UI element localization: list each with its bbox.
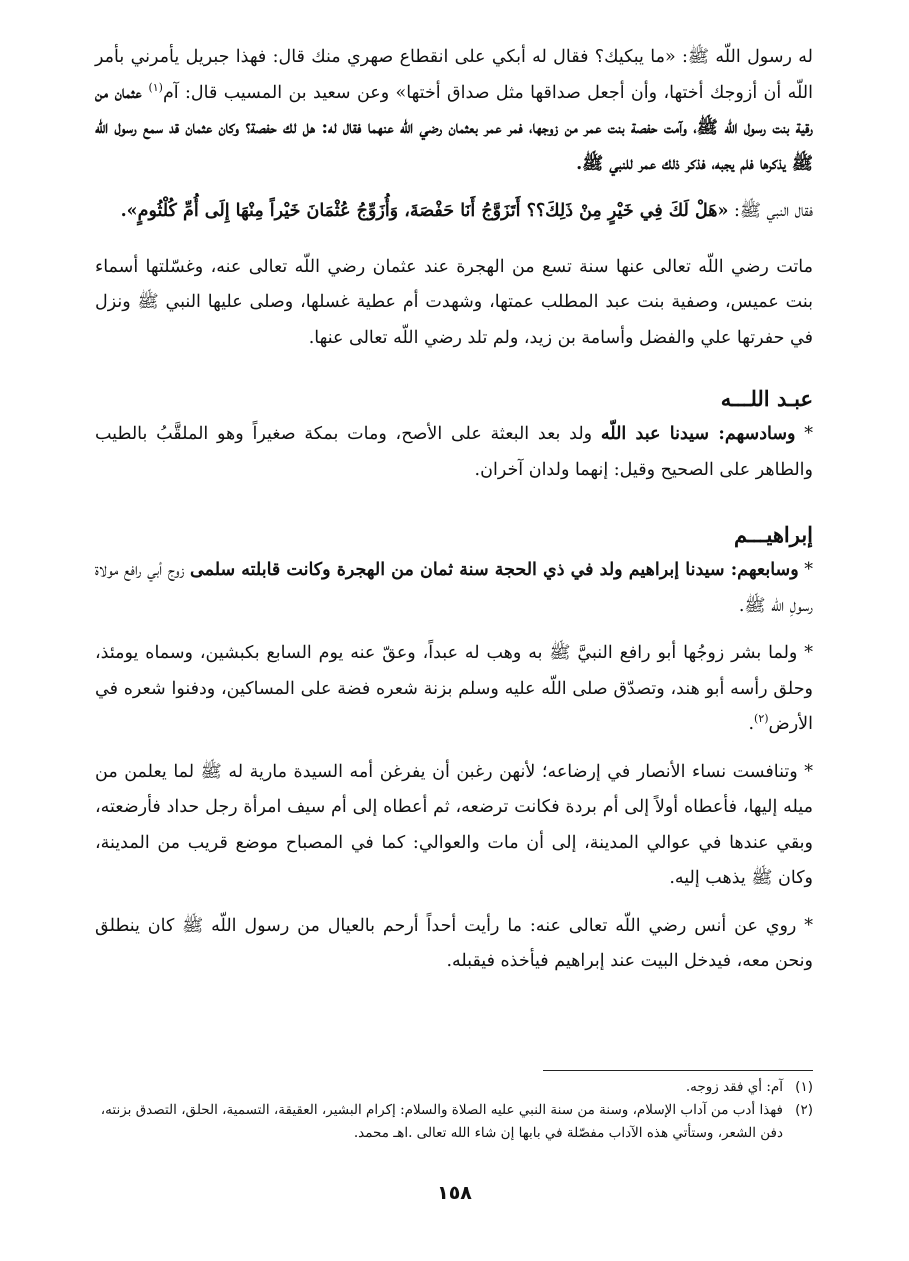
footnote-1 [95, 1076, 813, 1099]
section-heading-abdullah: عبـد اللـــه [720, 386, 813, 411]
paragraph-hafsa-marriage [95, 40, 813, 182]
paragraph-ibrahim-birth [95, 553, 813, 624]
paragraph-text: * ولما بشر زوجُها أبو رافع النبيَّ ﷺ به وهب له عبداً، وعقّ عنه يوم السابع بكبشين، وسماه يومئذ، وحلق رأسه أبو هند، وتصدّق صلى اللّه عليه وسلم بزنة شعره فضة على المساكين، ودفنوا شعره في الأرض [95, 643, 813, 734]
paragraph-text-bold: وسادسهم: سيدنا عبد اللّه [600, 424, 796, 444]
paragraph-text: له رسول اللّه ﷺ: «ما يبكيك؟ فقال له أبكي على انقطاع صهري منك قال: فهذا جبريل يأمرني بأمر اللّه أن أزوجك أختها، وأن أجعل صداقها مثل صداق أختها» وعن سعيد بن المسيب قال: آم [95, 47, 814, 103]
footnote-text: فهذا أدب من آداب الإسلام، وسنة من سنة النبي عليه الصلاة والسلام: إكرام البشير، العقيقة، التسمية، الحلق، التصدق بزنته، دفن الشعر، وستأتي هذه الآداب مفصّلة في بابها إن شاء الله تعالى .اهـ محمد. [100, 1102, 783, 1141]
footnote-separator [543, 1070, 813, 1071]
footnote-number: (٢) [795, 1102, 813, 1118]
paragraph-text-bold: وسابعهم: سيدنا إبراهيم ولد في ذي الحجة سنة ثمان من الهجرة وكانت قابلته سلمى [190, 560, 799, 580]
paragraph-text-bold: عثمان من رقية بنت رسول اللّه ﷺ، وآمت حفصة بنت عمر من زوجها، فمر عمر بعثمان رضي اللّه عنهما فقال له: هل لك حفصة؟ وكان عثمان قد سمع رسول اللّه ﷺ يذكرها فلم يجبه، فذكر ذلك عمر للنبي ﷺ. [95, 82, 813, 174]
paragraph-text: ولد بعد البعثة على الأصح، ومات بمكة صغيراً وهو الملقَّبُ بالطيب والطاهر على الصحيح وقيل: إنهما ولدان آخران. [95, 424, 813, 480]
paragraph-anas-narration: * روي عن أنس رضي اللّه تعالى عنه: ما رأيت أحداً أرحم بالعيال من رسول اللّه ﷺ كان ينطلق ونحن معه، فيدخل البيت عند إبراهيم فيأخذه فيقبله. [95, 915, 813, 971]
footnote-text: آم: أي فقد زوجه. [685, 1079, 783, 1095]
paragraph-star: * [795, 424, 813, 444]
footnote-ref-2[interactable]: (٢) [754, 712, 769, 726]
paragraph-star: * [798, 560, 813, 580]
footnotes [95, 1076, 813, 1145]
book-page-body [95, 40, 813, 980]
paragraph-text: زوج أبي رافع مولاة رسولِ اللّه ﷺ. [95, 560, 813, 616]
paragraph-text: فقال النبي ﷺ: [728, 201, 813, 221]
footnote-number: (١) [795, 1079, 813, 1095]
footnote-2 [95, 1099, 813, 1145]
paragraph-abdullah [95, 417, 813, 488]
paragraph-death-of-ruqayya: ماتت رضي اللّه تعالى عنها سنة تسع من الهجرة عند عثمان رضي اللّه تعالى عنه، وغسّلتها أسماء بنت عميس، وصفية بنت عبد المطلب عمتها، وشهدت أم عطية غسلها، وصلى عليها النبي ﷺ ونزل في حفرتها علي والفضل وأسامة بن زيد، ولم تلد رضي اللّه تعالى عنها. [95, 256, 813, 348]
paragraph-text: . [748, 714, 755, 734]
page-number: ١٥٨ [437, 1182, 472, 1204]
paragraph-prophet-saying [95, 194, 813, 230]
footnote-ref-1[interactable]: (١) [148, 80, 163, 94]
hadith-quote: «هَلْ لَكَ فِي خَيْرٍ مِنْ ذَلِكَ؟؟ أَتَزَوَّجُ أَنَا حَفْصَةَ، وَأُزَوِّجُ عُثْمَانَ خَيْراً مِنْهَا إِلَى أُمِّ كُلْثُومٍ». [120, 201, 729, 221]
paragraph-nursing: * وتنافست نساء الأنصار في إرضاعه؛ لأنهن رغبن أن يفرغن أمه السيدة مارية له ﷺ لما يعلمن من ميله إليها، فأعطاه أولاً إلى أم بردة فكانت ترضعه، ثم أعطاه إلى أم سيف امرأة رجل حداد فأرضعته، وبقي عندها في عوالي المدينة، إلى أن مات والعوالي: كما في المصباح موضع قريب من المدينة، وكان ﷺ يذهب إليه. [95, 761, 813, 888]
paragraph-aqiqa [95, 636, 813, 743]
section-heading-ibrahim: إبراهيـــم [734, 522, 813, 547]
